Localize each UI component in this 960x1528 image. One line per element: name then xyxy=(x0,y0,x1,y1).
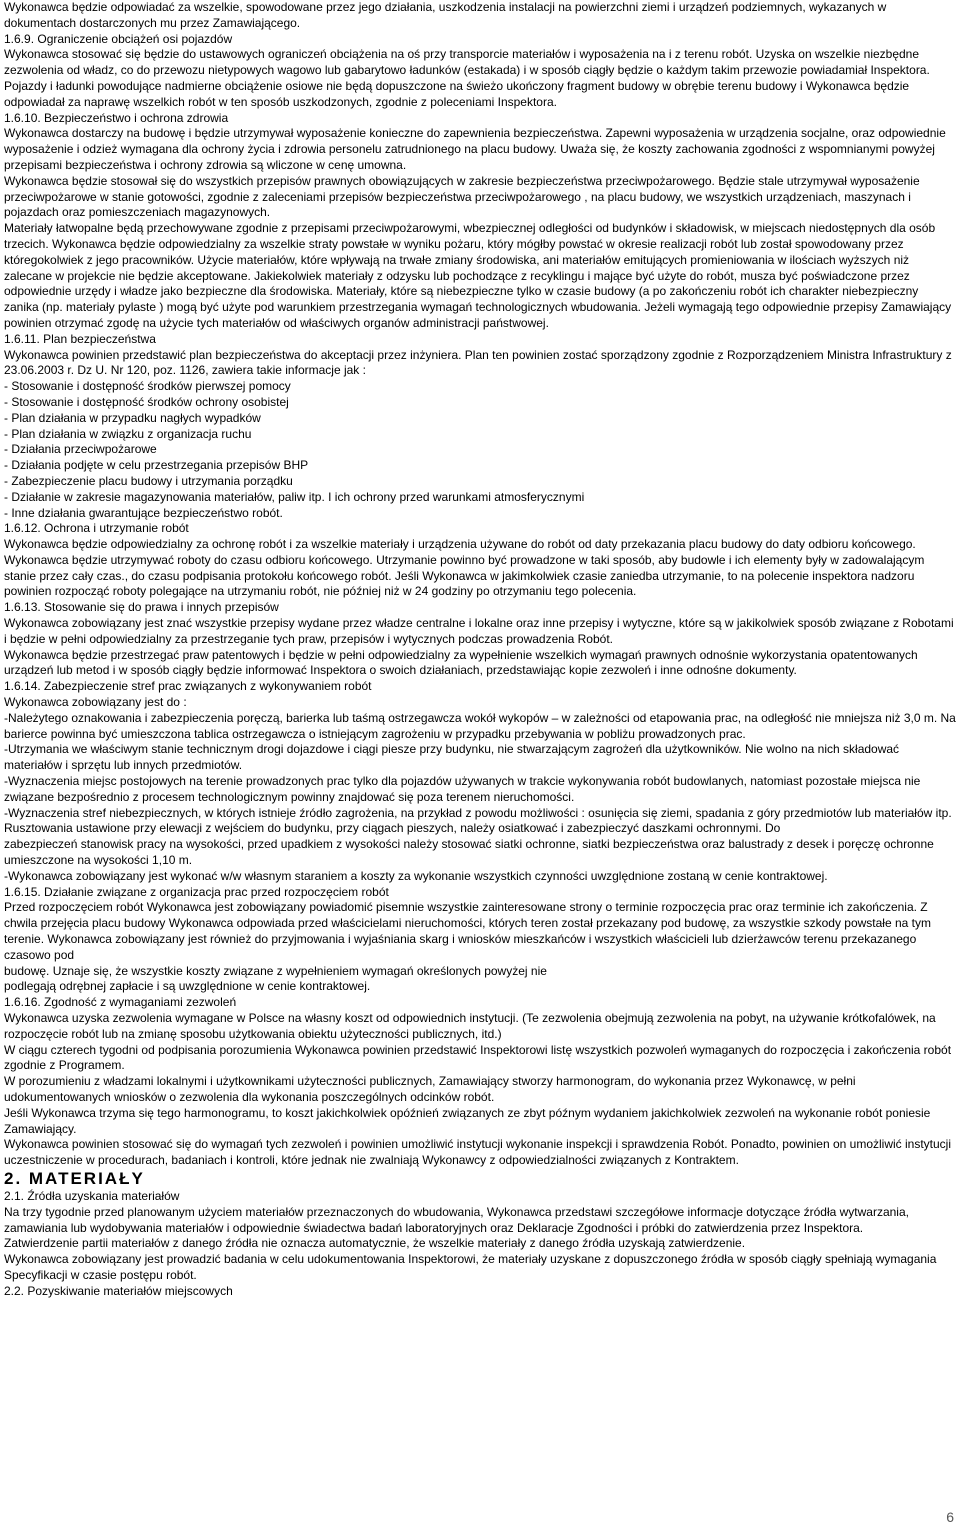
paragraph: 1.6.13. Stosowanie się do prawa i innych przepisów xyxy=(4,600,279,615)
paragraph: 1.6.9. Ograniczenie obciążeń osi pojazdów xyxy=(4,31,233,46)
paragraph: Wykonawca powinien stosować się do wymagań tych zezwoleń i powinien umożliwić instytucji wykonanie inspekcji i sprawdzenia Robót. Ponadto, powinien on umożliwić instytucji uczestniczenie w procedurach, badaniach i kontroli, które jednak nie zwalniają Wykonawcy z odpowiedzialności związanych z Kontraktem. xyxy=(4,1137,952,1168)
page-number: 6 xyxy=(946,1509,954,1525)
paragraph: Wykonawca uzyska zezwolenia wymagane w Polsce na własny koszt od odpowiednich instytucji. (Te zezwolenia obejmują zezwolenia na pobyt, na używanie krótkofalówek, na rozpoczęcie robót lub na zmianę sposobu użytkowania obiektu użyteczności publicznych, itd.) xyxy=(4,1011,936,1041)
paragraph: - Działania podjęte w celu przestrzegania przepisów BHP xyxy=(4,458,309,473)
paragraph: -Utrzymania we właściwym stanie technicznym drogi dojazdowe i ciągi piesze przy budynku, nie stwarzającym zagrożeń dla użytkowników. Nie wolno na nich składować materiałów i sprzętu lub innych przedmiotów. xyxy=(4,742,900,773)
paragraph: 1.6.10. Bezpieczeństwo i ochrona zdrowia xyxy=(4,110,229,125)
paragraph: Wykonawca stosować się będzie do ustawowych ograniczeń obciążenia na oś przy transporcie materiałów i wyposażenia na i z terenu robót. Uzyska on wszelkie niezbędne zezwolenia od władz, co do przewozu nietypowych wagowo lub gabarytowo ładunków (estakada) i w sposób ciągły będzie o każdym takim przewozie powiadamiał Inspektora. Pojazdy i ładunki powodujące nadmierne obciążenie osiowe nie będą dopuszczone na świeżo ukończony fragment budowy w obrębie terenu budowy i Wykonawca będzie odpowiadał za naprawę wszelkich robót w ten sposób uszkodzonych, zgodnie z poleceniami Inspektora. xyxy=(4,47,930,109)
section-heading: 2. MATERIAŁY xyxy=(4,1168,145,1188)
paragraph: Wykonawca dostarczy na budowę i będzie utrzymywał wyposażenie konieczne do zapewnienia bezpieczeństwa. Zapewni wyposażenia w urządzenia socjalne, oraz odpowiednie wyposażenie i odzież wymagana dla ochrony życia i zdrowia personelu zatrudnionego na placu budowy. Uważa się, że koszty zachowania zgodności z wspomnianymi powyżej przepisami bezpieczeństwa i ochrony zdrowia są wliczone w cenę umowna. xyxy=(4,126,946,172)
paragraph: 2.1. Źródła uzyskania materiałów xyxy=(4,1188,180,1203)
paragraph: Wykonawca zobowiązany jest prowadzić badania w celu udokumentowania Inspektorowi, że materiały uzyskane z dopuszczonego źródła w sposób ciągły spełniają wymagania Specyfikacji w czasie postępu robót. xyxy=(4,1252,937,1282)
paragraph: Przed rozpoczęciem robót Wykonawca jest zobowiązany powiadomić pisemnie wszystkie zainteresowane strony o terminie rozpoczęcia prac oraz terminie ich zakończenia. Z chwila przejęcia placu budowy Wykonawca odpowiada przed właścicielami nieruchomości, których teren został przekazany pod budowę, za wszystkie szkody powstałe na tym terenie. Wykonawca zobowiązany jest również do przyjmowania i wyjaśniania skarg i wniosków mieszkańców i wszystkich właścicieli lub dzierżawców terenu przekazanego czasowo pod xyxy=(4,900,931,962)
paragraph: Wykonawca powinien przedstawić plan bezpieczeństwa do akceptacji przez inżyniera. Plan ten powinien zostać sporządzony zgodnie z Rozporządzeniem Ministra Infrastruktury z 23.06.2003 r. Dz U. Nr 120, poz. 1126, zawiera takie informacje jak : xyxy=(4,347,952,378)
paragraph: Wykonawca będzie przestrzegać praw patentowych i będzie w pełni odpowiedzialny za wypełnienie wszelkich wymagań prawnych odnośnie wykorzystania opatentowanych urządzeń lub metod i w sposób ciągły będzie informować Inspektora o swoich działaniach, przedstawiając kopie zezwoleń i inne odnośne dokumenty. xyxy=(4,647,918,678)
paragraph: Zatwierdzenie partii materiałów z danego źródła nie oznacza automatycznie, że wszelkie materiały z danego źródła uzyskają zatwierdzenie. xyxy=(4,1236,746,1251)
paragraph: Wykonawca będzie odpowiedzialny za ochronę robót i za wszelkie materiały i urządzenia używane do robót od daty przekazania placu budowy do daty odbioru końcowego. Wykonawca będzie utrzymywać roboty do czasu odbioru końcowego. Utrzymanie powinno być prowadzone w taki sposób, aby budowle i ich elementy były w zadowalającym stanie przez cały czas., do czasu podpisania protokołu końcowego robót. Jeśli Wykonawca w jakimkolwiek czasie zaniedba utrzymanie, to na polecenie inspektora nadzoru powinien rozpocząć roboty polegające na utrzymaniu robót, nie później niż w 24 godziny po otrzymaniu tego polecenia. xyxy=(4,537,925,599)
paragraph: 2.2. Pozyskiwanie materiałów miejscowych xyxy=(4,1283,233,1298)
paragraph: - Działania przeciwpożarowe xyxy=(4,442,157,457)
paragraph: - Zabezpieczenie placu budowy i utrzymania porządku xyxy=(4,473,293,488)
paragraph: W ciągu czterech tygodni od podpisania porozumienia Wykonawca powinien przedstawić Inspektorowi listę wszystkich pozwoleń wymaganych do rozpoczęcia i zakończenia robót zgodnie z Programem. xyxy=(4,1042,952,1073)
paragraph: 1.6.16. Zgodność z wymaganiami zezwoleń xyxy=(4,995,237,1010)
paragraph: Wykonawca będzie odpowiadać za wszelkie, spowodowane przez jego działania, uszkodzenia instalacji na powierzchni ziemi i urządzeń podziemnych, wykazanych w dokumentach dostarczonych mu przez Zamawiającego. xyxy=(4,0,887,30)
paragraph: Jeśli Wykonawca trzyma się tego harmonogramu, to koszt jakichkolwiek opóźnień związanych ze zbyt późnym wydaniem jakichkolwiek zezwoleń na wykonanie robót poniesie Zamawiający. xyxy=(4,1105,931,1136)
paragraph: 1.6.14. Zabezpieczenie stref prac związanych z wykonywaniem robót xyxy=(4,679,372,694)
paragraph: - Inne działania gwarantujące bezpieczeństwo robót. xyxy=(4,505,283,520)
paragraph: - Działanie w zakresie magazynowania materiałów, paliw itp. I ich ochrony przed warunkami atmosferycznymi xyxy=(4,489,585,504)
paragraph: - Stosowanie i dostępność środków ochrony osobistej xyxy=(4,394,289,409)
paragraph: -Wykonawca zobowiązany jest wykonać w/w własnym staraniem a koszty za wykonanie wszystkich czynności uwzględnione zostaną w cenie kontraktowej. xyxy=(4,868,828,883)
paragraph: zabezpieczeń stanowisk pracy na wysokości, przed upadkiem z wysokości należy stosować siatki ochronne, siatki bezpieczeństwa oraz balustrady z desek i poręczę ochronne umieszczone na wysokości 1,10 m. xyxy=(4,837,934,868)
paragraph: - Plan działania w przypadku nagłych wypadków xyxy=(4,410,261,425)
paragraph: Wykonawca będzie stosował się do wszystkich przepisów prawnych obowiązujących w zakresie bezpieczeństwa przeciwpożarowego. Będzie stale utrzymywał wyposażenie przeciwpożarowe w stanie gotowości, zgodnie z zaleceniami przepisów bezpieczeństwa przeciwpożarowego , na placu budowy, we wszystkich urządzeniach, maszynach i pojazdach oraz pomieszczeniach magazynowych. xyxy=(4,173,920,220)
paragraph: - Stosowanie i dostępność środków pierwszej pomocy xyxy=(4,379,291,394)
paragraph: 1.6.15. Działanie związane z organizacja prac przed rozpoczęciem robót xyxy=(4,884,389,899)
paragraph: Wykonawca zobowiązany jest znać wszystkie przepisy wydane przez władze centralne i lokalne oraz inne przepisy i wytyczne, które są w jakikolwiek sposób związane z Robotami i będzie w pełni odpowiedzialny za przestrzeganie tych praw, przepisów i wytycznych podczas prowadzenia Robót. xyxy=(4,616,954,646)
paragraph: -Wyznaczenia miejsc postojowych na terenie prowadzonych prac tylko dla pojazdów używanych w trakcie wykonywania robót budowlanych, natomiast pozostałe miejsca nie związane bezpośrednio z procesem technologicznym powinny znajdować się poza terenem nieruchomości. xyxy=(4,774,921,804)
paragraph: 1.6.11. Plan bezpieczeństwa xyxy=(4,331,156,346)
paragraph: budowę. Uznaje się, że wszystkie koszty związane z wypełnieniem wymagań określonych powyżej nie xyxy=(4,963,547,978)
document-body xyxy=(4,0,956,1300)
paragraph: -Należytego oznakowania i zabezpieczenia poręczą, barierka lub taśmą ostrzegawcza wokół wykopów – w zależności od etapowania prac, na odległość nie mniejsza niż 3,0 m. Na barierce powinna być umieszczona tablica ostrzegawcza o istniejącym zagrożeniu w przypadku przebywania w pobliżu prowadzonych prac. xyxy=(4,710,956,741)
paragraph: - Plan działania w związku z organizacja ruchu xyxy=(4,426,252,441)
paragraph: Na trzy tygodnie przed planowanym użyciem materiałów przeznaczonych do wbudowania, Wykonawca przedstawi szczegółowe informacje dotyczące źródła wytwarzania, zamawiania lub wydobywania materiałów i odpowiednie świadectwa badań laboratoryjnych oraz Deklaracje Zgodności i próbki do zatwierdzenia przez Inspektora. xyxy=(4,1204,909,1235)
paragraph: W porozumieniu z władzami lokalnymi i użytkownikami użyteczności publicznych, Zamawiający stworzy harmonogram, do wykonania przez Wykonawcę, w pełni udokumentowanych wniosków o zezwolenia dla wykonania poszczególnych odcinków robót. xyxy=(4,1074,856,1104)
paragraph: 1.6.12. Ochrona i utrzymanie robót xyxy=(4,521,189,536)
paragraph: -Wyznaczenia stref niebezpiecznych, w których istnieje źródło zagrożenia, na przykład z powodu możliwości : osunięcia się ziemi, spadania z góry przedmiotów lub materiałów itp. Rusztowania ustawione przy elewacji z wejściem do budynku, przy ciągach pieszych, należy osiatkować i zabezpieczyć daszkami ochronnymi. Do xyxy=(4,805,952,836)
paragraph: podlegają odrębnej zapłacie i są uwzględnione w cenie kontraktowej. xyxy=(4,979,371,994)
paragraph: Materiały łatwopalne będą przechowywane zgodnie z przepisami przeciwpożarowymi, wbezpiecznej odległości od budynków i składowisk, w miejscach niedostępnych dla osób trzecich. Wykonawca będzie odpowiedzialny za wszelkie straty powstałe w wyniku pożaru, który mógłby powstać w okresie realizacji robót lub został spowodowany przez któregokolwiek z jego pracowników. Użycie materiałów, które wpływają na trwałe zmiany środowiska, ani materiałów emitujących promieniowania w ilościach wyższych niż zalecane w projekcie nie będzie akceptowane. Jakiekolwiek materiały z odzysku lub pochodzące z recyklingu i mające być użyte do robót, musza być poświadczone przez odpowiednie urzędy i władze jako bezpieczne dla środowiska. Materiały, które są niebezpieczne tylko w czasie budowy (a po zakończeniu robót ich charakter niebezpieczny zanika (np. materiały pylaste ) mogą być użyte pod warunkiem przestrzegania wymagań technologicznych wbudowania. Jeżeli wymagają tego odpowiednie przepisy Zamawiający powinien otrzymać zgodę na użycie tych materiałów od właściwych organów administracji państwowej. xyxy=(4,221,952,330)
paragraph: Wykonawca zobowiązany jest do : xyxy=(4,695,187,710)
